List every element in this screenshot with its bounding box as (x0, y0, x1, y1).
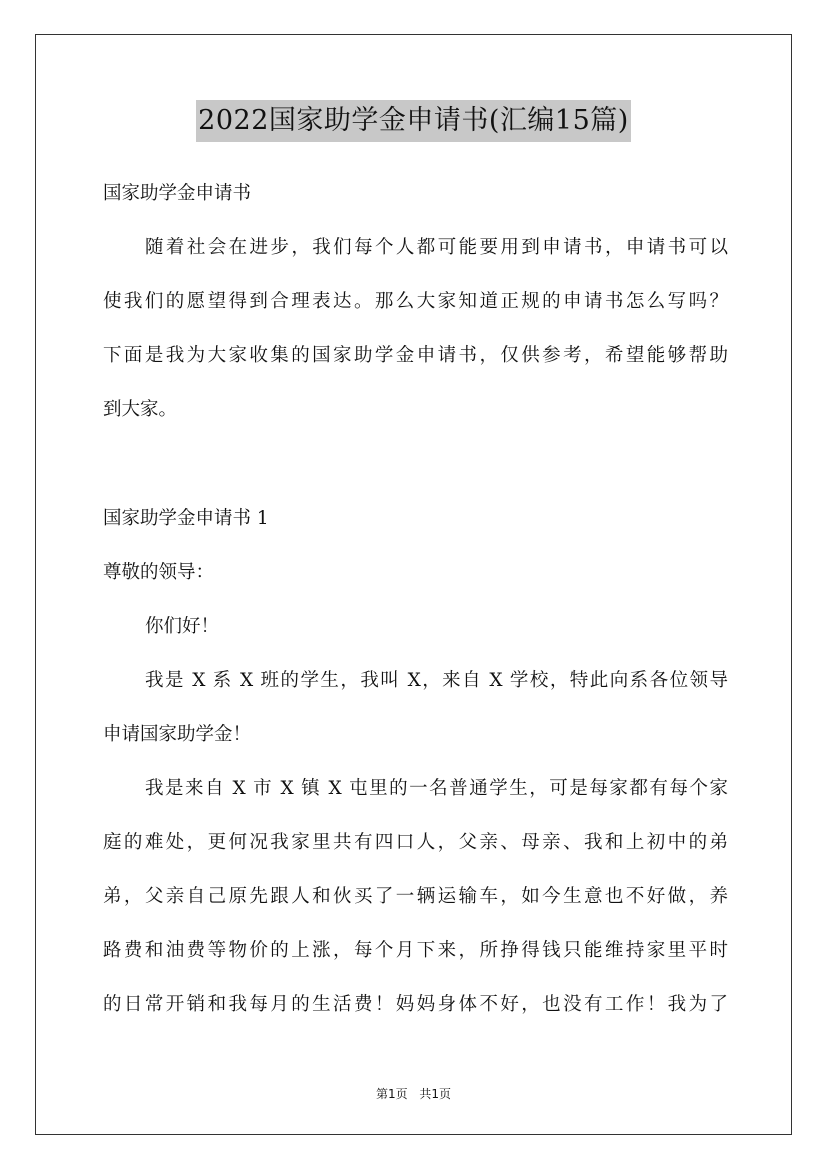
intro-line: 到大家。 (103, 399, 178, 420)
page-footer (0, 1085, 827, 1102)
salutation: 尊敬的领导： (103, 562, 215, 583)
greeting: 你们好！ (145, 616, 220, 637)
body-line: 我是来自 X 市 X 镇 X 屯里的一名普通学生，可是每家都有每个家 (145, 778, 728, 799)
page-total: 共1页 (419, 1087, 452, 1101)
body-line: 弟，父亲自己原先跟人和伙买了一辆运输车，如今生意也不好做，养 (103, 886, 728, 907)
letter-heading: 国家助学金申请书 1 (103, 508, 269, 529)
body-line: 庭的难处，更何况我家里共有四口人，父亲、母亲、我和上初中的弟 (103, 832, 728, 853)
intro-line: 下面是我为大家收集的国家助学金申请书，仅供参考，希望能够帮助 (103, 345, 728, 366)
body-line: 路费和油费等物价的上涨，每个月下来，所挣得钱只能维持家里平时 (103, 940, 728, 961)
section-heading: 国家助学金申请书 (103, 183, 252, 204)
page-number: 第1页 (375, 1087, 408, 1101)
body-line: 的日常开销和我每月的生活费！妈妈身体不好，也没有工作！我为了 (103, 994, 728, 1015)
title-container (0, 100, 827, 142)
intro-line: 随着社会在进步，我们每个人都可能要用到申请书，申请书可以 (145, 237, 728, 258)
body-line: 申请国家助学金！ (103, 724, 252, 745)
document-title: 2022国家助学金申请书(汇编15篇) (196, 100, 631, 142)
body-line: 我是 X 系 X 班的学生，我叫 X，来自 X 学校，特此向系各位领导 (145, 670, 728, 691)
intro-line: 使我们的愿望得到合理表达。那么大家知道正规的申请书怎么写吗？ (103, 291, 728, 312)
